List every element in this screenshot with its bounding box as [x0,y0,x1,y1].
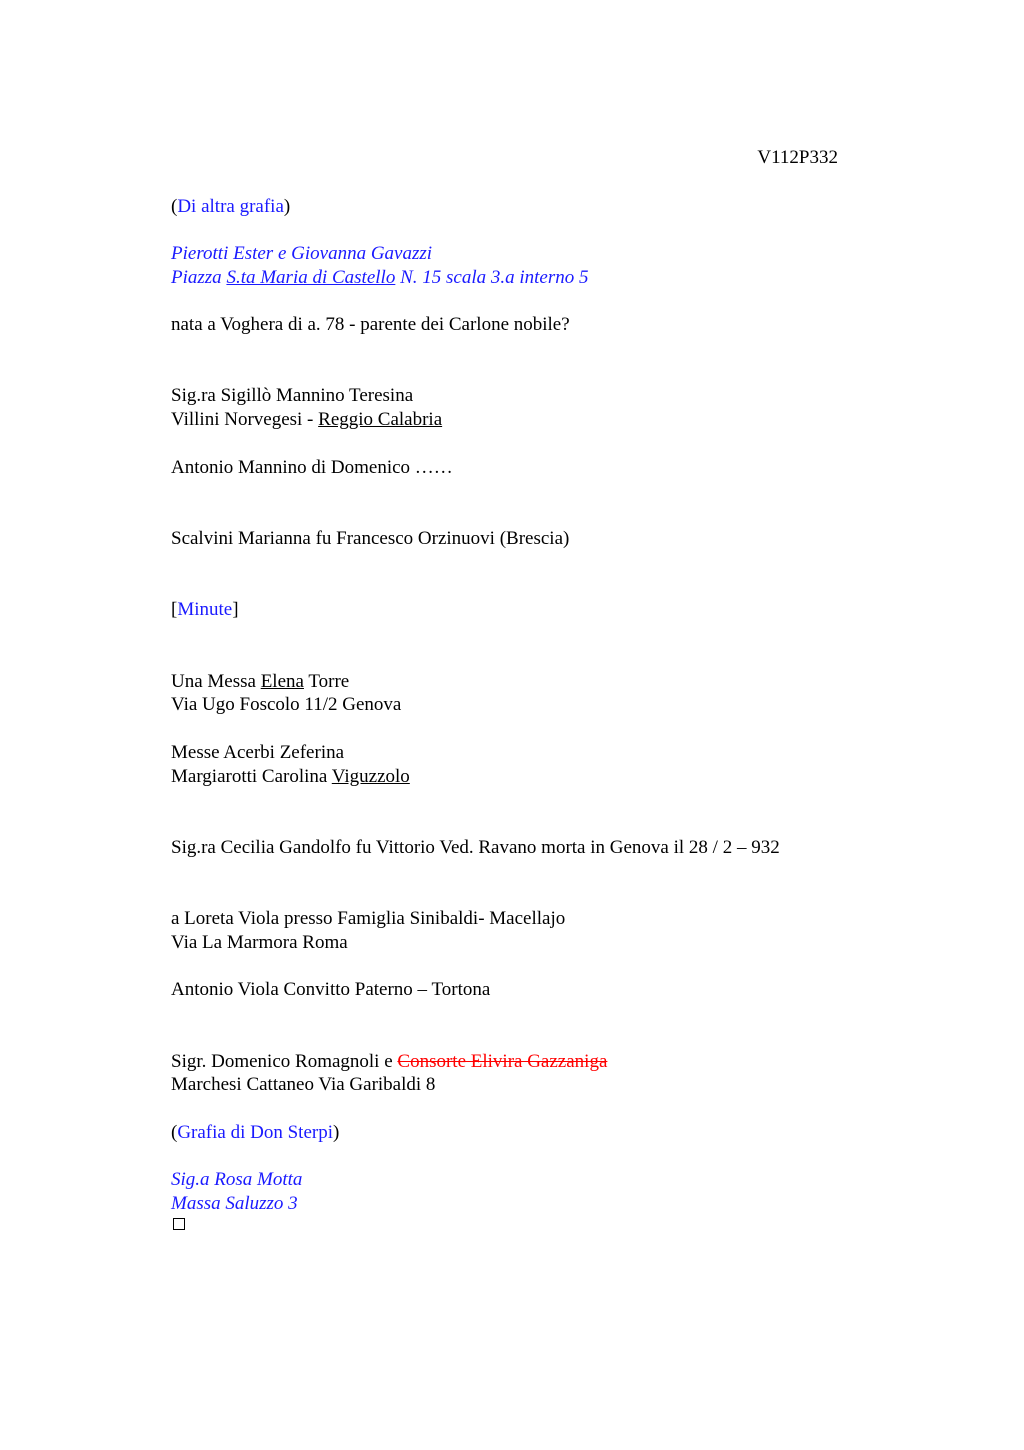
viola-line-2: Via La Marmora Roma [171,932,348,953]
torre-address: Via Ugo Foscolo 11/2 Genova [171,694,402,715]
margiarotti-underlined: Viguzzolo [331,766,410,787]
address-prefix: Villini Norvegesi - [171,409,319,430]
torre-suffix: Torre [303,671,350,692]
note-sterpi-handwriting [171,1121,339,1145]
note-text: Grafia di Don Sterpi [177,1122,333,1143]
torre-underlined: Elena [260,671,304,692]
sigillo-name: Sig.ra Sigillò Mannino Teresina [171,385,414,406]
pierotti-name: Pierotti Ester e Giovanna Gavazzi [171,243,433,264]
note-text: Di altra grafia [177,196,284,217]
paren-open: ( [171,1122,178,1143]
address-underlined: S.ta Maria di Castello [226,267,396,288]
antonio-mannino: Antonio Mannino di Domenico …… [171,457,453,478]
motta-address: Massa Saluzzo 3 [171,1193,298,1214]
struck-text: Consorte Elivira Gazzaniga [397,1051,608,1072]
bracket-close: ] [232,599,239,620]
romagnoli-line [171,1050,607,1074]
paren-open: ( [171,196,178,217]
address-prefix: Piazza [171,267,227,288]
minute-text: Minute [177,599,233,620]
torre-mass [171,670,349,694]
scalvini: Scalvini Marianna fu Francesco Orzinuovi (Brescia) [171,528,570,549]
bracket-open: [ [171,599,178,620]
margiarotti-line [171,765,410,789]
page-reference: V112P332 [757,147,838,168]
checkbox-square-icon [173,1218,185,1230]
motta-name: Sig.a Rosa Motta [171,1169,303,1190]
voghera-note: nata a Voghera di a. 78 - parente dei Carlone nobile? [171,314,570,335]
address-underlined: Reggio Calabria [318,409,443,430]
romagnoli-prefix: Sigr. Domenico Romagnoli e [171,1051,398,1072]
gandolfo-line: Sig.ra Cecilia Gandolfo fu Vittorio Ved. Ravano morta in Genova il 28 / 2 – 932 [171,837,780,858]
torre-prefix: Una Messa [171,671,261,692]
address-suffix: N. 15 scala 3.a interno 5 [395,267,589,288]
romagnoli-address: Marchesi Cattaneo Via Garibaldi 8 [171,1074,436,1095]
sigillo-address [171,408,442,432]
note-other-handwriting [171,195,290,219]
pierotti-address [171,266,589,290]
antonio-viola: Antonio Viola Convitto Paterno – Tortona [171,979,491,1000]
paren-close: ) [332,1122,340,1143]
paren-close: ) [283,196,291,217]
margiarotti-prefix: Margiarotti Carolina [171,766,332,787]
acerbi-line: Messe Acerbi Zeferina [171,742,345,763]
minute-heading [171,598,239,622]
viola-line-1: a Loreta Viola presso Famiglia Sinibaldi- Macellajo [171,908,566,929]
